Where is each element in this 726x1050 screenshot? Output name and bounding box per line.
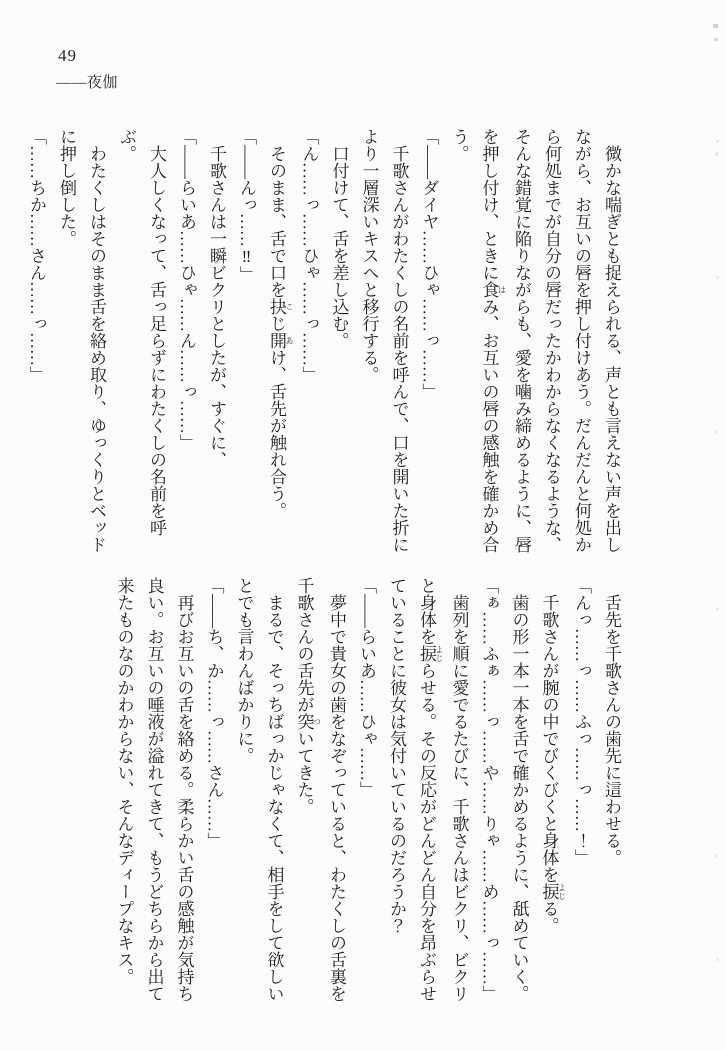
text-line: 「――らいあ……ひゃ……」 bbox=[357, 577, 376, 798]
text-line: ながら、お互いの唇を押し付けあう。だんだんと何処か bbox=[572, 128, 591, 553]
scan-artifact bbox=[713, 24, 718, 28]
text-line: 千歌さんがわたくしの名前を呼んで、口を開いた折に bbox=[389, 145, 409, 553]
text-line: 舌先を千歌さんの歯先に這わせる。 bbox=[602, 594, 621, 866]
scan-artifact bbox=[715, 152, 718, 156]
text-line: 良い。お互いの唾液が溢れてきて、もうどちらから出て bbox=[144, 577, 164, 1002]
text-line: 口付けて、舌を差し込む。 bbox=[329, 145, 349, 349]
text-line: を押し付け、ときに食 はみ、お互いの唇の感触を確かめ合 bbox=[479, 128, 507, 553]
scan-artifact bbox=[716, 140, 719, 143]
bottom-text-block bbox=[109, 577, 627, 1007]
text-line: 大人しくなって、舌っ足らずにわたくしの名前を呼ぶ。 bbox=[117, 128, 166, 536]
text-line: 「――ち、か……っ……さん……」 bbox=[204, 577, 224, 849]
text-line: ら何処までが自分の唇だったかわからなくなるような、 bbox=[542, 128, 561, 553]
text-line: 「ん……っ……ひゃ……っ……」 bbox=[299, 128, 319, 383]
scan-artifact bbox=[716, 276, 719, 279]
text-line: そのまま、舌で口を抉 こじ開 あけ、舌先が触れ合う。 bbox=[267, 145, 294, 519]
scan-artifact bbox=[716, 958, 719, 961]
text-line: 千歌さんは一瞬ビクリとしたが、すぐに、 bbox=[207, 145, 226, 468]
text-line: より一層深いキスへと移行する。 bbox=[359, 128, 379, 383]
text-line: 微かな喘ぎとも捉えられる、声とも言えない声を出し bbox=[602, 145, 621, 553]
scan-artifact bbox=[716, 608, 719, 611]
scan-artifact bbox=[715, 855, 718, 858]
text-line: ていることに彼女は気付いているのだろうか？ bbox=[387, 577, 406, 934]
text-line: う。 bbox=[449, 128, 469, 162]
text-line: まるで、そっちばっかじゃなくて、相手をして欲しい bbox=[264, 594, 284, 1002]
text-line: 千歌さんが腕の中でびくびくと身体を捩 よじる。 bbox=[539, 594, 567, 934]
text-line: 夢中で貴女の歯をなぞっていると、わたくしの舌裏を bbox=[327, 594, 346, 1002]
text-line: 歯列を順に愛でるたびに、千歌さんはビクリ、ビクリ bbox=[449, 594, 469, 1002]
scan-artifact bbox=[715, 430, 718, 433]
text-line: に押し倒した。 bbox=[57, 128, 76, 247]
text-line: と身体を捩 よじらせる。その反応がどんどん自分を昂ぶらせ bbox=[417, 577, 444, 1002]
text-line: 「ぁ……ふぁ……っ……や……りゃ……め……っ……」 bbox=[479, 577, 499, 1002]
text-line: わたくしはそのまま舌を絡め取り、ゆっくりとベッド bbox=[87, 145, 106, 553]
text-line: 「――ダイヤ……ひゃ……っ……」 bbox=[419, 128, 439, 400]
text-line: 「――んっ……‼」 bbox=[237, 128, 256, 283]
chapter-running-header: ――夜伽 bbox=[56, 75, 119, 91]
text-line: そんな錯覚に陥りながらも、愛を噛み締めるように、唇 bbox=[512, 128, 531, 553]
text-line: 「……ちか……さん……っ……」 bbox=[27, 128, 46, 383]
text-line: 来たものなのかわからない、そんなディープなキス。 bbox=[114, 577, 134, 985]
text-line: 再びお互いの舌を絡める。柔らかい舌の感触が気持ち bbox=[174, 594, 194, 1002]
text-line: 「んっ……っ……ふっ……っ……！」 bbox=[572, 577, 591, 866]
text-line: 歯の形一本一本を舌で確かめるように、舐めていく。 bbox=[509, 594, 529, 1002]
text-line: 「――らいあ……ひゃ……ん……っ……」 bbox=[177, 128, 196, 451]
text-line: 千歌さんの舌先が突 ついてきた。 bbox=[294, 577, 322, 815]
scan-artifact bbox=[714, 38, 718, 41]
page-number: 49 bbox=[58, 46, 77, 65]
text-line: とでも言わんばかりに。 bbox=[234, 577, 254, 764]
top-text-block bbox=[21, 128, 626, 558]
